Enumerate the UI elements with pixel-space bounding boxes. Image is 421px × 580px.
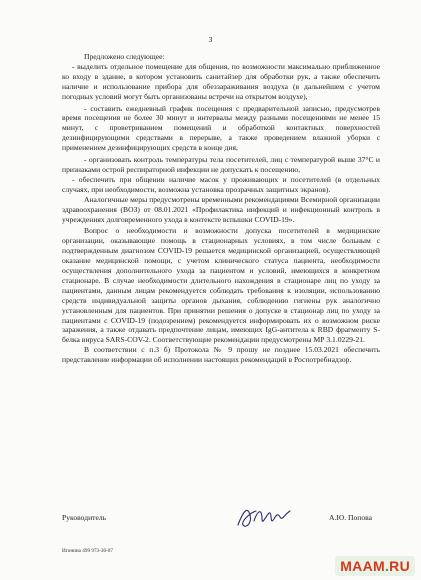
- paragraph-hospital: Вопрос о необходимости и возможности допуска посетителей в медицинские организации, оказывающие помощь в стационарных условиях, в том числе больным с подтвержденным диагнозом COVID-19 решается медицинской организацией, осуществляющей оказание медицинской помощи, с учетом клинического статуса пациента, необходимости осуществления дополнительного ухода за пациентом и условий, имеющихся в конкретном стационаре. В случае необходимости длительного нахождения в стационаре лиц по уходу за пациентами, данным лицам рекомендуется соблюдать требования к изоляции, использованию средств индивидуальной защиты органов дыхания, соблюдению гигиены рук аналогично установленным для пациентов. При принятии решения о допуске в стационар лиц по уходу за пациентами с COVID-19 (подозрением) рекомендуется информировать их о возможном риске заражения, а также отдавать предпочтение лицам, имеющих IgG-антитела к RBD фрагменту S-белка вируса SARS-COV-2. Соответствующие рекомендации предусмотрены МР 3.1.0229-21.: [62, 226, 380, 345]
- signature-block: [62, 513, 380, 543]
- paragraph-item-schedule: - составить ежедневный график посещения с предварительной записью, предусмотрев время посещения не более 30 минут и интервалы между разными посещениями не менее 15 минут, с проветриванием помещений и обработкой контактных поверхностей дезинфицирующими средствами в перерыве, а также проведением влажной уборки с применением дезинфицирующих средств в конце дня,: [62, 103, 380, 153]
- paragraph-item-room: - выделить отдельное помещение для общения, по возможности максимально приближенное ко входу в здание, в котором установить санитайзер для обработки рук, а также обеспечить наличие и использование прибора для обеззараживания воздуха (в дальнейшем с учетом погодных условий могут быть организованы встречи на открытом воздухе),: [62, 61, 380, 101]
- watermark-dot: .: [384, 558, 390, 574]
- document-body: [62, 52, 380, 365]
- executor-contact: Игонина 499 973-30-07: [62, 548, 113, 554]
- watermark-part1: MAAM: [340, 558, 385, 574]
- handwritten-signature: [234, 503, 294, 533]
- paragraph-who: Аналогичные меры предусмотрены временными рекомендациями Всемирной организации здравоохранения (ВОЗ) от 08.01.2021 «Профилактика инфекций и инфекционный контроль в учреждениях долговременного ухода в контексте вспышки COVID-19».: [62, 194, 380, 224]
- page-number: 3: [208, 35, 213, 44]
- paragraph-protocol: В соответствии с п.3 б) Протокола № 9 прошу не позднее 15.03.2021 обеспечить представление информации об исполнении настоящих рекомендаций в Роспотребнадзор.: [62, 345, 380, 365]
- signer-name: А.Ю. Попова: [329, 513, 372, 522]
- paragraph-item-masks: - обеспечить при общении наличие масок у проживающих и посетителей (в отдельных случаях, при необходимости, возможна установка прозрачных защитных экранов).: [62, 174, 380, 194]
- signer-position: Руководитель: [62, 513, 107, 522]
- paragraph-item-temperature: - организовать контроль температуры тела посетителей, лиц с температурой выше 37°С и признаками острой респираторной инфекции не допускать к посещению,: [62, 155, 380, 174]
- maam-watermark-logo: [335, 556, 415, 576]
- watermark-part2: RU: [389, 558, 410, 574]
- paragraph-intro: Предложено следующее:: [84, 52, 165, 61]
